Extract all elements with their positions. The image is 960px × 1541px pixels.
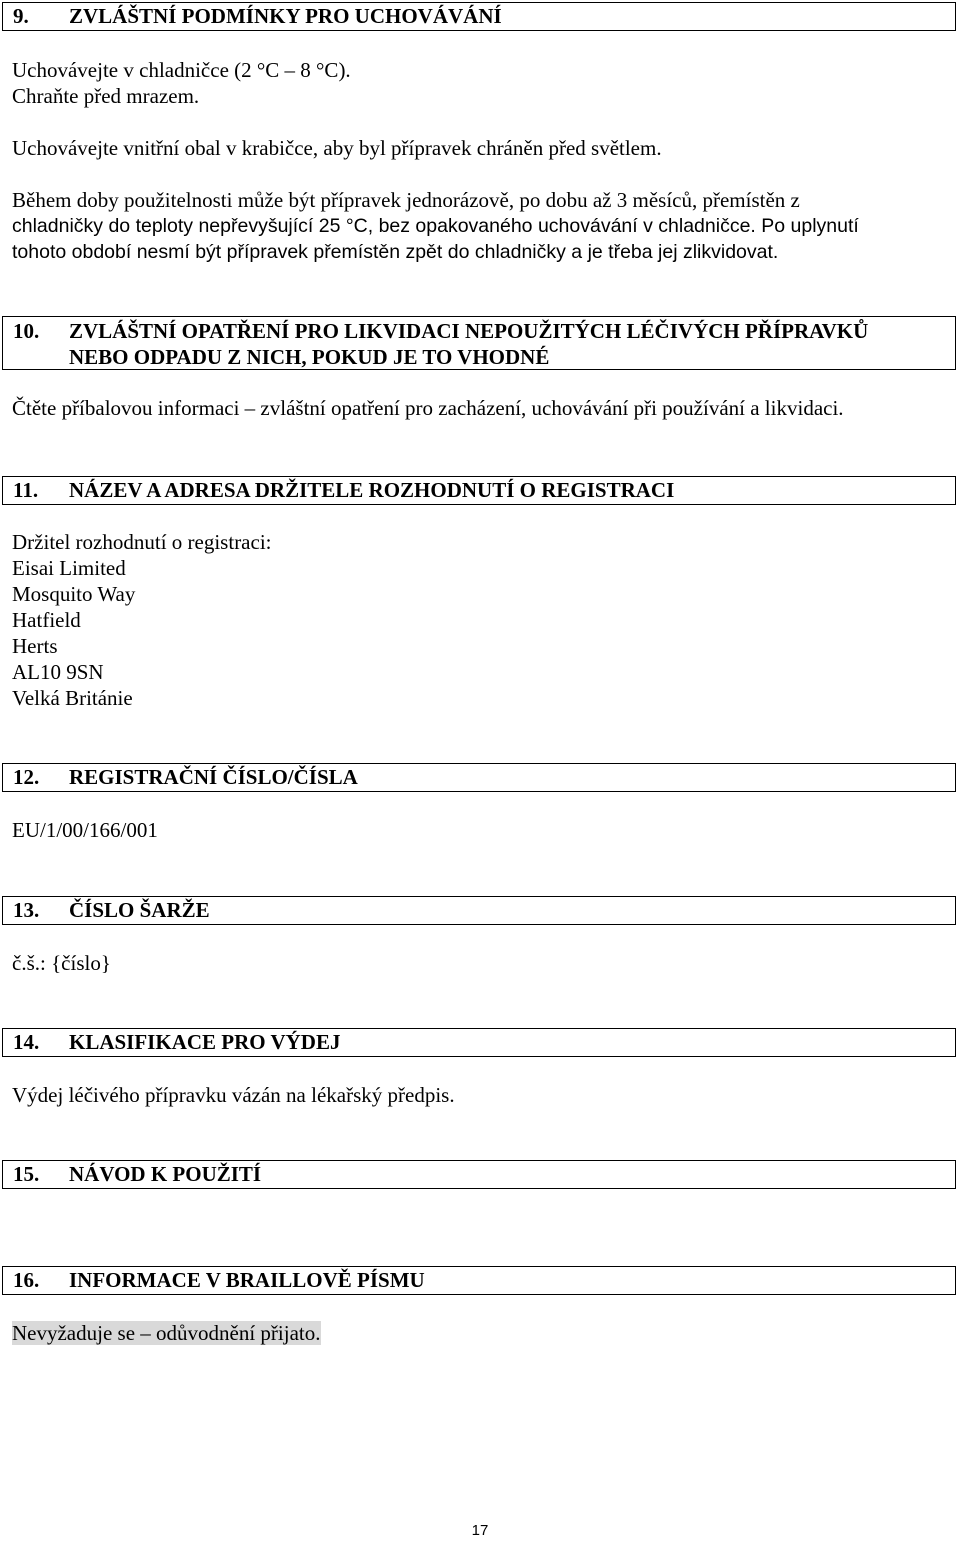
address-line: Hatfield	[12, 608, 81, 632]
section-number: 10.	[13, 319, 40, 343]
section-title: NÁZEV A ADRESA DRŽITELE ROZHODNUTÍ O REGISTRACI	[69, 478, 675, 502]
section-11-address	[12, 529, 272, 711]
section-9-shelf-life-line-2: chladničky do teploty nepřevyšující 25 °C, bez opakovaného uchovávání v chladničce. Po uplynutí	[12, 215, 859, 237]
section-10-text: Čtěte příbalovou informaci – zvláštní opatření pro zacházení, uchovávání při používání a likvidaci.	[12, 396, 844, 420]
section-number: 13.	[13, 898, 40, 922]
address-line: Mosquito Way	[12, 582, 136, 606]
section-number: 12.	[13, 765, 40, 789]
section-9-shelf-life-line-1: Během doby použitelnosti může být přípravek jednorázově, po dobu až 3 měsíců, přemístěn z	[12, 188, 800, 212]
section-number: 16.	[13, 1268, 40, 1292]
registration-number: EU/1/00/166/001	[12, 818, 158, 842]
section-12-heading	[2, 763, 956, 792]
address-line: Držitel rozhodnutí o registraci:	[12, 530, 272, 554]
batch-number: č.š.: {číslo}	[12, 951, 111, 975]
highlighted-text: Nevyžaduje se – odůvodnění přijato.	[12, 1321, 321, 1345]
section-title: ZVLÁŠTNÍ PODMÍNKY PRO UCHOVÁVÁNÍ	[69, 4, 502, 28]
section-title: KLASIFIKACE PRO VÝDEJ	[69, 1030, 341, 1054]
address-line: Eisai Limited	[12, 556, 126, 580]
braille-justification	[12, 1320, 321, 1346]
section-title-line: ZVLÁŠTNÍ OPATŘENÍ PRO LIKVIDACI NEPOUŽITÝCH LÉČIVÝCH PŘÍPRAVKŮ	[69, 319, 869, 343]
paragraph-line: Chraňte před mrazem.	[12, 84, 200, 108]
paragraph-line: Uchovávejte v chladničce (2 °C – 8 °C).	[12, 58, 351, 82]
section-title: INFORMACE V BRAILLOVĚ PÍSMU	[69, 1268, 425, 1292]
section-title: REGISTRAČNÍ ČÍSLO/ČÍSLA	[69, 765, 358, 789]
address-line: Velká Británie	[12, 686, 133, 710]
section-9-shelf-life-line-3: tohoto období nesmí být přípravek přemístěn zpět do chladničky a je třeba jej zlikvidovat.	[12, 241, 779, 263]
section-number: 11.	[13, 478, 39, 502]
section-15-heading	[2, 1160, 956, 1189]
dispensing-classification: Výdej léčivého přípravku vázán na lékařský předpis.	[12, 1083, 455, 1107]
section-title: ČÍSLO ŠARŽE	[69, 898, 210, 922]
section-number: 14.	[13, 1030, 40, 1054]
section-number: 15.	[13, 1162, 40, 1186]
section-number: 9.	[13, 4, 29, 28]
section-11-heading	[2, 476, 956, 505]
section-16-heading	[2, 1266, 956, 1295]
page-number: 17	[471, 1522, 489, 1539]
section-9-storage-text	[12, 57, 351, 109]
section-10-heading	[2, 316, 956, 370]
section-title: NÁVOD K POUŽITÍ	[69, 1162, 262, 1186]
section-13-heading	[2, 896, 956, 925]
address-line: AL10 9SN	[12, 660, 104, 684]
section-title-line: NEBO ODPADU Z NICH, POKUD JE TO VHODNÉ	[69, 345, 550, 369]
address-line: Herts	[12, 634, 58, 658]
section-9-light-text: Uchovávejte vnitřní obal v krabičce, aby byl přípravek chráněn před světlem.	[12, 136, 662, 160]
section-title	[69, 318, 939, 370]
section-14-heading	[2, 1028, 956, 1057]
section-9-heading	[2, 2, 956, 31]
